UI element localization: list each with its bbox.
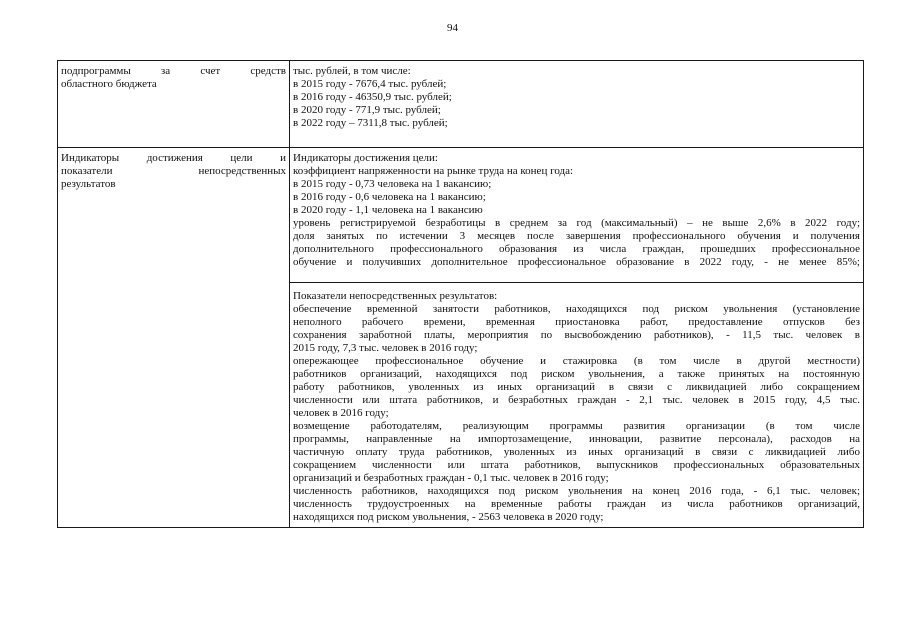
row-content-cell — [290, 283, 864, 528]
content-line: численность работников, находящихся под риском увольнения на конец 2016 года, - 6,1 тыс. человек; — [293, 485, 860, 497]
content-line: частичную оплату труда работников, уволенных из иных организаций в связи с ликвидацией либо — [293, 446, 860, 458]
row-label-line: подпрограммы за счет средств — [61, 65, 286, 77]
content-line: неполного рабочего времени, временная приостановка работ, предоставление отпусков без — [293, 316, 860, 328]
content-line: в 2022 году – 7311,8 тыс. рублей; — [293, 117, 448, 129]
content-line: человек в 2016 году; — [293, 407, 389, 419]
page-number: 94 — [447, 22, 458, 34]
content-line: находящихся под риском увольнения, - 2563 человека в 2020 году; — [293, 511, 604, 523]
content-line: работников организаций, находящихся под риском увольнения, а также принятых на постоянную — [293, 368, 860, 380]
content-line: обучение и получивших дополнительное профессиональное образование в 2022 году, - не менее 85%; — [293, 256, 860, 268]
content-line: возмещение работодателям, реализующим программы развития организации (в том числе — [293, 420, 860, 432]
content-line: в 2020 году - 1,1 человека на 1 вакансию — [293, 204, 483, 216]
row-content-cell — [290, 61, 864, 148]
row-content-cell — [290, 148, 864, 283]
row-label-line: результатов — [61, 178, 116, 190]
content-line: программы, направленные на импортозамещение, инновации, развитие персонала), расходов на — [293, 433, 860, 445]
table-row — [58, 148, 864, 283]
content-line: сокращением численности или штата работников, выпускников профессиональных образовательных — [293, 459, 860, 471]
content-line: коэффициент напряженности на рынке труда на конец года: — [293, 165, 574, 177]
content-line: в 2016 году - 0,6 человека на 1 вакансию; — [293, 191, 486, 203]
content-line: доля занятых по истечении 3 месяцев после завершения профессионального обучения и получения — [293, 230, 860, 242]
row-label-line: Индикаторы достижения цели и — [61, 152, 286, 164]
row-label-cell — [58, 61, 290, 148]
content-line: дополнительного профессионального образования из числа граждан, прошедших профессиональное — [293, 243, 860, 255]
content-line: в 2015 году - 0,73 человека на 1 вакансию; — [293, 178, 492, 190]
table-row — [58, 61, 864, 148]
content-line: Показатели непосредственных результатов: — [293, 290, 498, 302]
content-line: численности или штата работников, и безработных граждан - 2,1 тыс. человек в 2015 году, 4,5 тыс. — [293, 394, 860, 406]
content-line: работу работников, уволенных из иных организаций в связи с ликвидацией либо сокращением — [293, 381, 860, 393]
content-line: 2015 году, 7,3 тыс. человек в 2016 году; — [293, 342, 478, 354]
content-line: обеспечение временной занятости работников, находящихся под риском увольнения (установление — [293, 303, 860, 315]
content-line: опережающее профессиональное обучение и стажировка (в том числе в другой местности) — [293, 355, 860, 367]
row-label-cell — [58, 148, 290, 528]
content-line: численность трудоустроенных на временные работы граждан из числа работников организаций, — [293, 498, 860, 510]
content-line: Индикаторы достижения цели: — [293, 152, 438, 164]
passport-table — [57, 60, 864, 528]
content-line: уровень регистрируемой безработицы в среднем за год (максимальный) – не выше 2,6% в 2022 году; — [293, 217, 860, 229]
content-line: в 2020 году - 771,9 тыс. рублей; — [293, 104, 441, 116]
content-line: организаций и безработных граждан - 0,1 тыс. человек в 2016 году; — [293, 472, 609, 484]
row-label-line: показатели непосредственных — [61, 165, 286, 177]
content-line: в 2015 году - 7676,4 тыс. рублей; — [293, 78, 447, 90]
row-label-line: областного бюджета — [61, 78, 157, 90]
content-line: тыс. рублей, в том числе: — [293, 65, 411, 77]
content-line: сохранения заработной платы, мероприятия по высвобождению работников), - 11,5 тыс. человек в — [293, 329, 860, 341]
content-line: в 2016 году - 46350,9 тыс. рублей; — [293, 91, 452, 103]
